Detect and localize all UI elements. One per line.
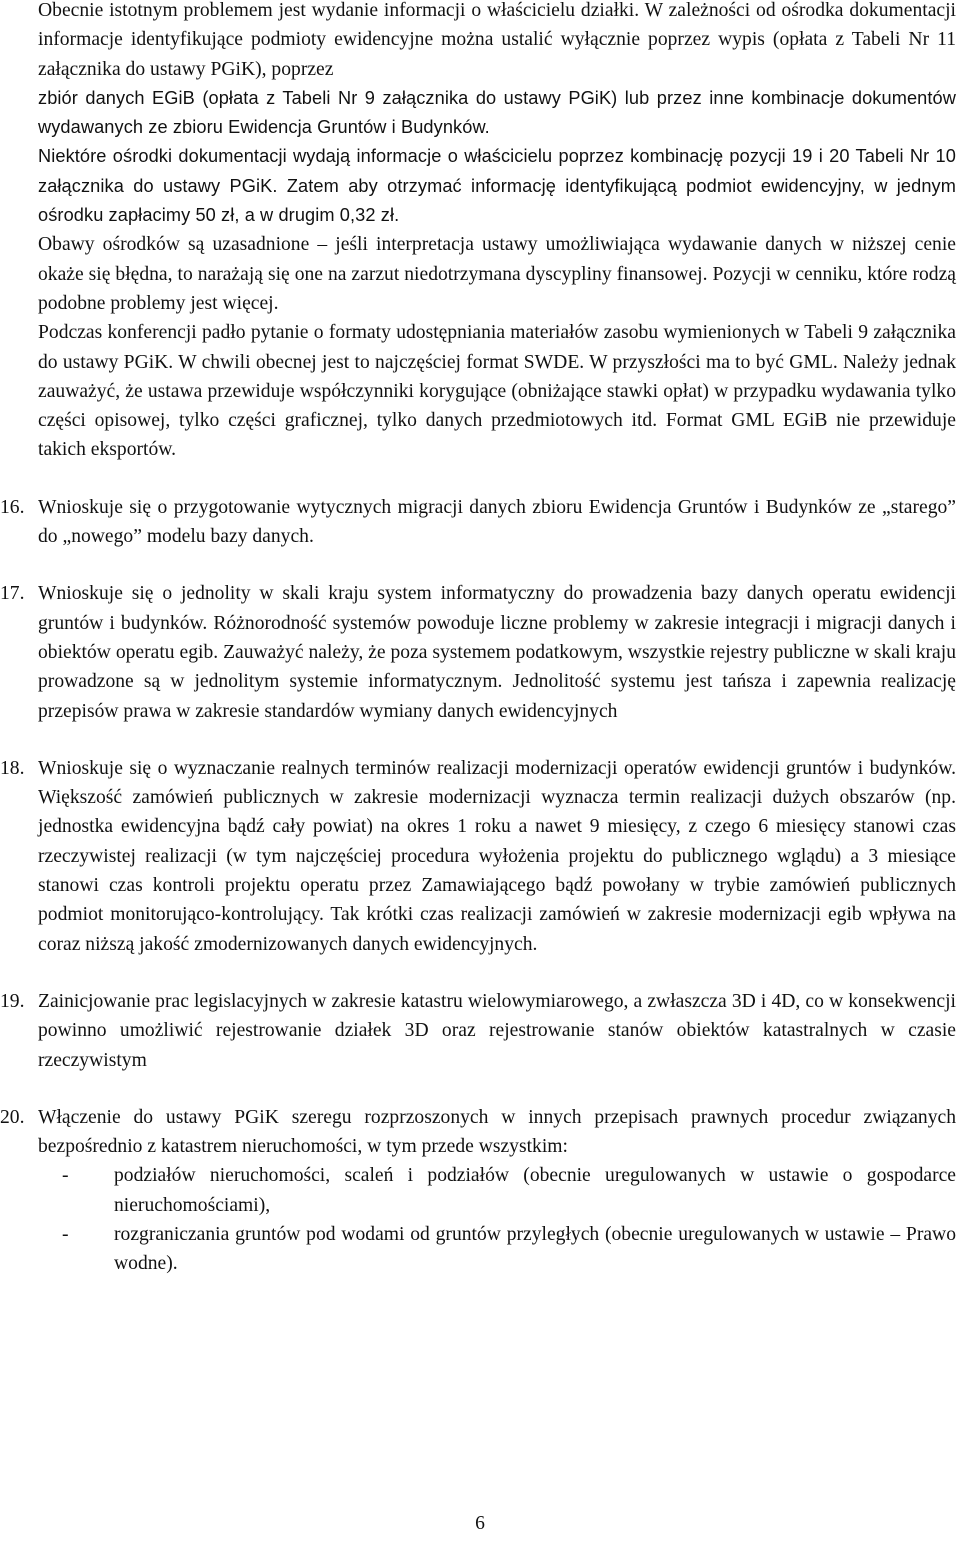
item-number: 16. bbox=[0, 496, 25, 518]
item-text: Włączenie do ustawy PGiK szeregu rozprzoszonych w innych przepisach prawnych procedur związanych bezpośrednio z katastrem nieruchomości, w tym przede wszystkim: bbox=[38, 1106, 956, 1158]
dash-bullet: - bbox=[62, 1223, 69, 1245]
item-number: 20. bbox=[0, 1106, 25, 1128]
intro-paragraph-2: Niektóre ośrodki dokumentacji wydają informacje o właścicielu poprzez kombinację pozycji 19 i 20 Tabeli Nr 10 załącznika do ustawy PGiK. Zatem aby otrzymać informację identyfikującą podmiot ewidencyjny, w jednym ośrodku zapłacimy 50 zł, a w drugim 0,32 zł. bbox=[38, 146, 956, 226]
item-text: Zainicjowanie prac legislacyjnych w zakresie katastru wielowymiarowego, a zwłaszcza 3D i 4D, co w konsekwencji powinno umożliwić rejestrowanie działek 3D oraz rejestrowanie stanów obiektów katastralnych w czasie rzeczywistym bbox=[38, 990, 956, 1071]
sub-item-2 bbox=[38, 1220, 956, 1279]
intro-paragraph-1-continued: zbiór danych EGiB (opłata z Tabeli Nr 9 załącznika do ustawy PGiK) lub przez inne kombinacje dokumentów wydawanych ze zbioru Ewidencja Gruntów i Budynków. bbox=[38, 87, 956, 138]
item-text: Wnioskuje się o przygotowanie wytycznych migracji danych zbioru Ewidencja Gruntów i Budynków ze „starego” do „nowego” modelu bazy danych. bbox=[38, 496, 956, 548]
list-item-18 bbox=[0, 754, 956, 959]
list-item-20 bbox=[0, 1103, 956, 1162]
list-item-16 bbox=[0, 493, 956, 552]
sub-item-1 bbox=[38, 1161, 956, 1220]
dash-bullet: - bbox=[62, 1165, 69, 1187]
item-number: 19. bbox=[0, 990, 25, 1012]
intro-paragraph-1-serif: Obecnie istotnym problemem jest wydanie informacji o właścicielu działki. W zależności od ośrodka dokumentacji informacje identyfikujące podmioty ewidencyjne można ustalić wyłącznie poprzez wypis (opłata z Tabeli Nr 11 załącznika do ustawy PGiK), poprzez bbox=[38, 0, 956, 80]
page-number: 6 bbox=[475, 1513, 485, 1534]
intro-paragraph-1 bbox=[38, 0, 956, 84]
item-text: Wnioskuje się o jednolity w skali kraju system informatyczny do prowadzenia bazy danych operatu ewidencji gruntów i budynków. Różnorodność systemów powoduje liczne problemy w zakresie integracji i migracji danych i obiektów operatu egib. Zauważyć należy, że poza systemem podatkowym, wszystkie rejestry publiczne w skali kraju prowadzone są w jednolitym systemie informatycznym. Jednolitość systemu jest tańsza i zapewnia realizację przepisów prawa w zakresie standardów wymiany danych ewidencyjnych bbox=[38, 583, 956, 722]
item-text: Wnioskuje się o wyznaczanie realnych terminów realizacji modernizacji operatów ewidencji gruntów i budynków. Większość zamówień publicznych w zakresie modernizacji wyznacza termin realizacji dużych obszarów (np. jednostka ewidencyjna bądź cały powiat) na okres 1 roku a nawet 9 miesięcy, z czego 6 miesięcy stanowi czas rzeczywistej realizacji (w tym najczęściej procedura wyłożenia projektu do publicznego wglądu) a 3 miesiące stanowi czas kontroli projektu operatu przez Zamawiającego bądź powołany w trybie zamówień publicznych podmiot monitorująco-kontrolujący. Tak krótki czas realizacji zamówień w zakresie modernizacji egib wpływa na coraz niższą jakość zmodernizowanych danych ewidencyjnych. bbox=[38, 757, 956, 955]
item-number: 18. bbox=[0, 757, 25, 779]
intro-paragraph-3: Obawy ośrodków są uzasadnione – jeśli interpretacja ustawy umożliwiająca wydawanie danych w niższej cenie okaże się błędna, to narażają się one na zarzut niedotrzymana dyscypliny finansowej. Pozycji w cenniku, które rodzą podobne problemy jest więcej. bbox=[38, 234, 956, 314]
sub-item-text: podziałów nieruchomości, scaleń i podziałów (obecnie uregulowanych w ustawie o gospodarce nieruchomościami), bbox=[114, 1165, 956, 1216]
sub-item-text: rozgraniczania gruntów pod wodami od gruntów przyległych (obecnie uregulowanych w ustawie – Prawo wodne). bbox=[114, 1223, 956, 1275]
list-item-19 bbox=[0, 987, 956, 1075]
item-number: 17. bbox=[0, 583, 25, 605]
intro-paragraph-4: Podczas konferencji padło pytanie o formaty udostępniania materiałów zasobu wymienionych w Tabeli 9 załącznika do ustawy PGiK. W chwili obecnej jest to najczęściej format SWDE. W przyszłości ma to być GML. Należy jednak zauważyć, że ustawa przewiduje współczynniki korygujące (obniżające stawki opłat) w przypadku wydawania tylko części opisowej, tylko części graficznej, tylko danych przedmiotowych itd. Format GML EGiB nie przewiduje takich eksportów. bbox=[38, 322, 956, 461]
list-item-17 bbox=[0, 579, 956, 725]
